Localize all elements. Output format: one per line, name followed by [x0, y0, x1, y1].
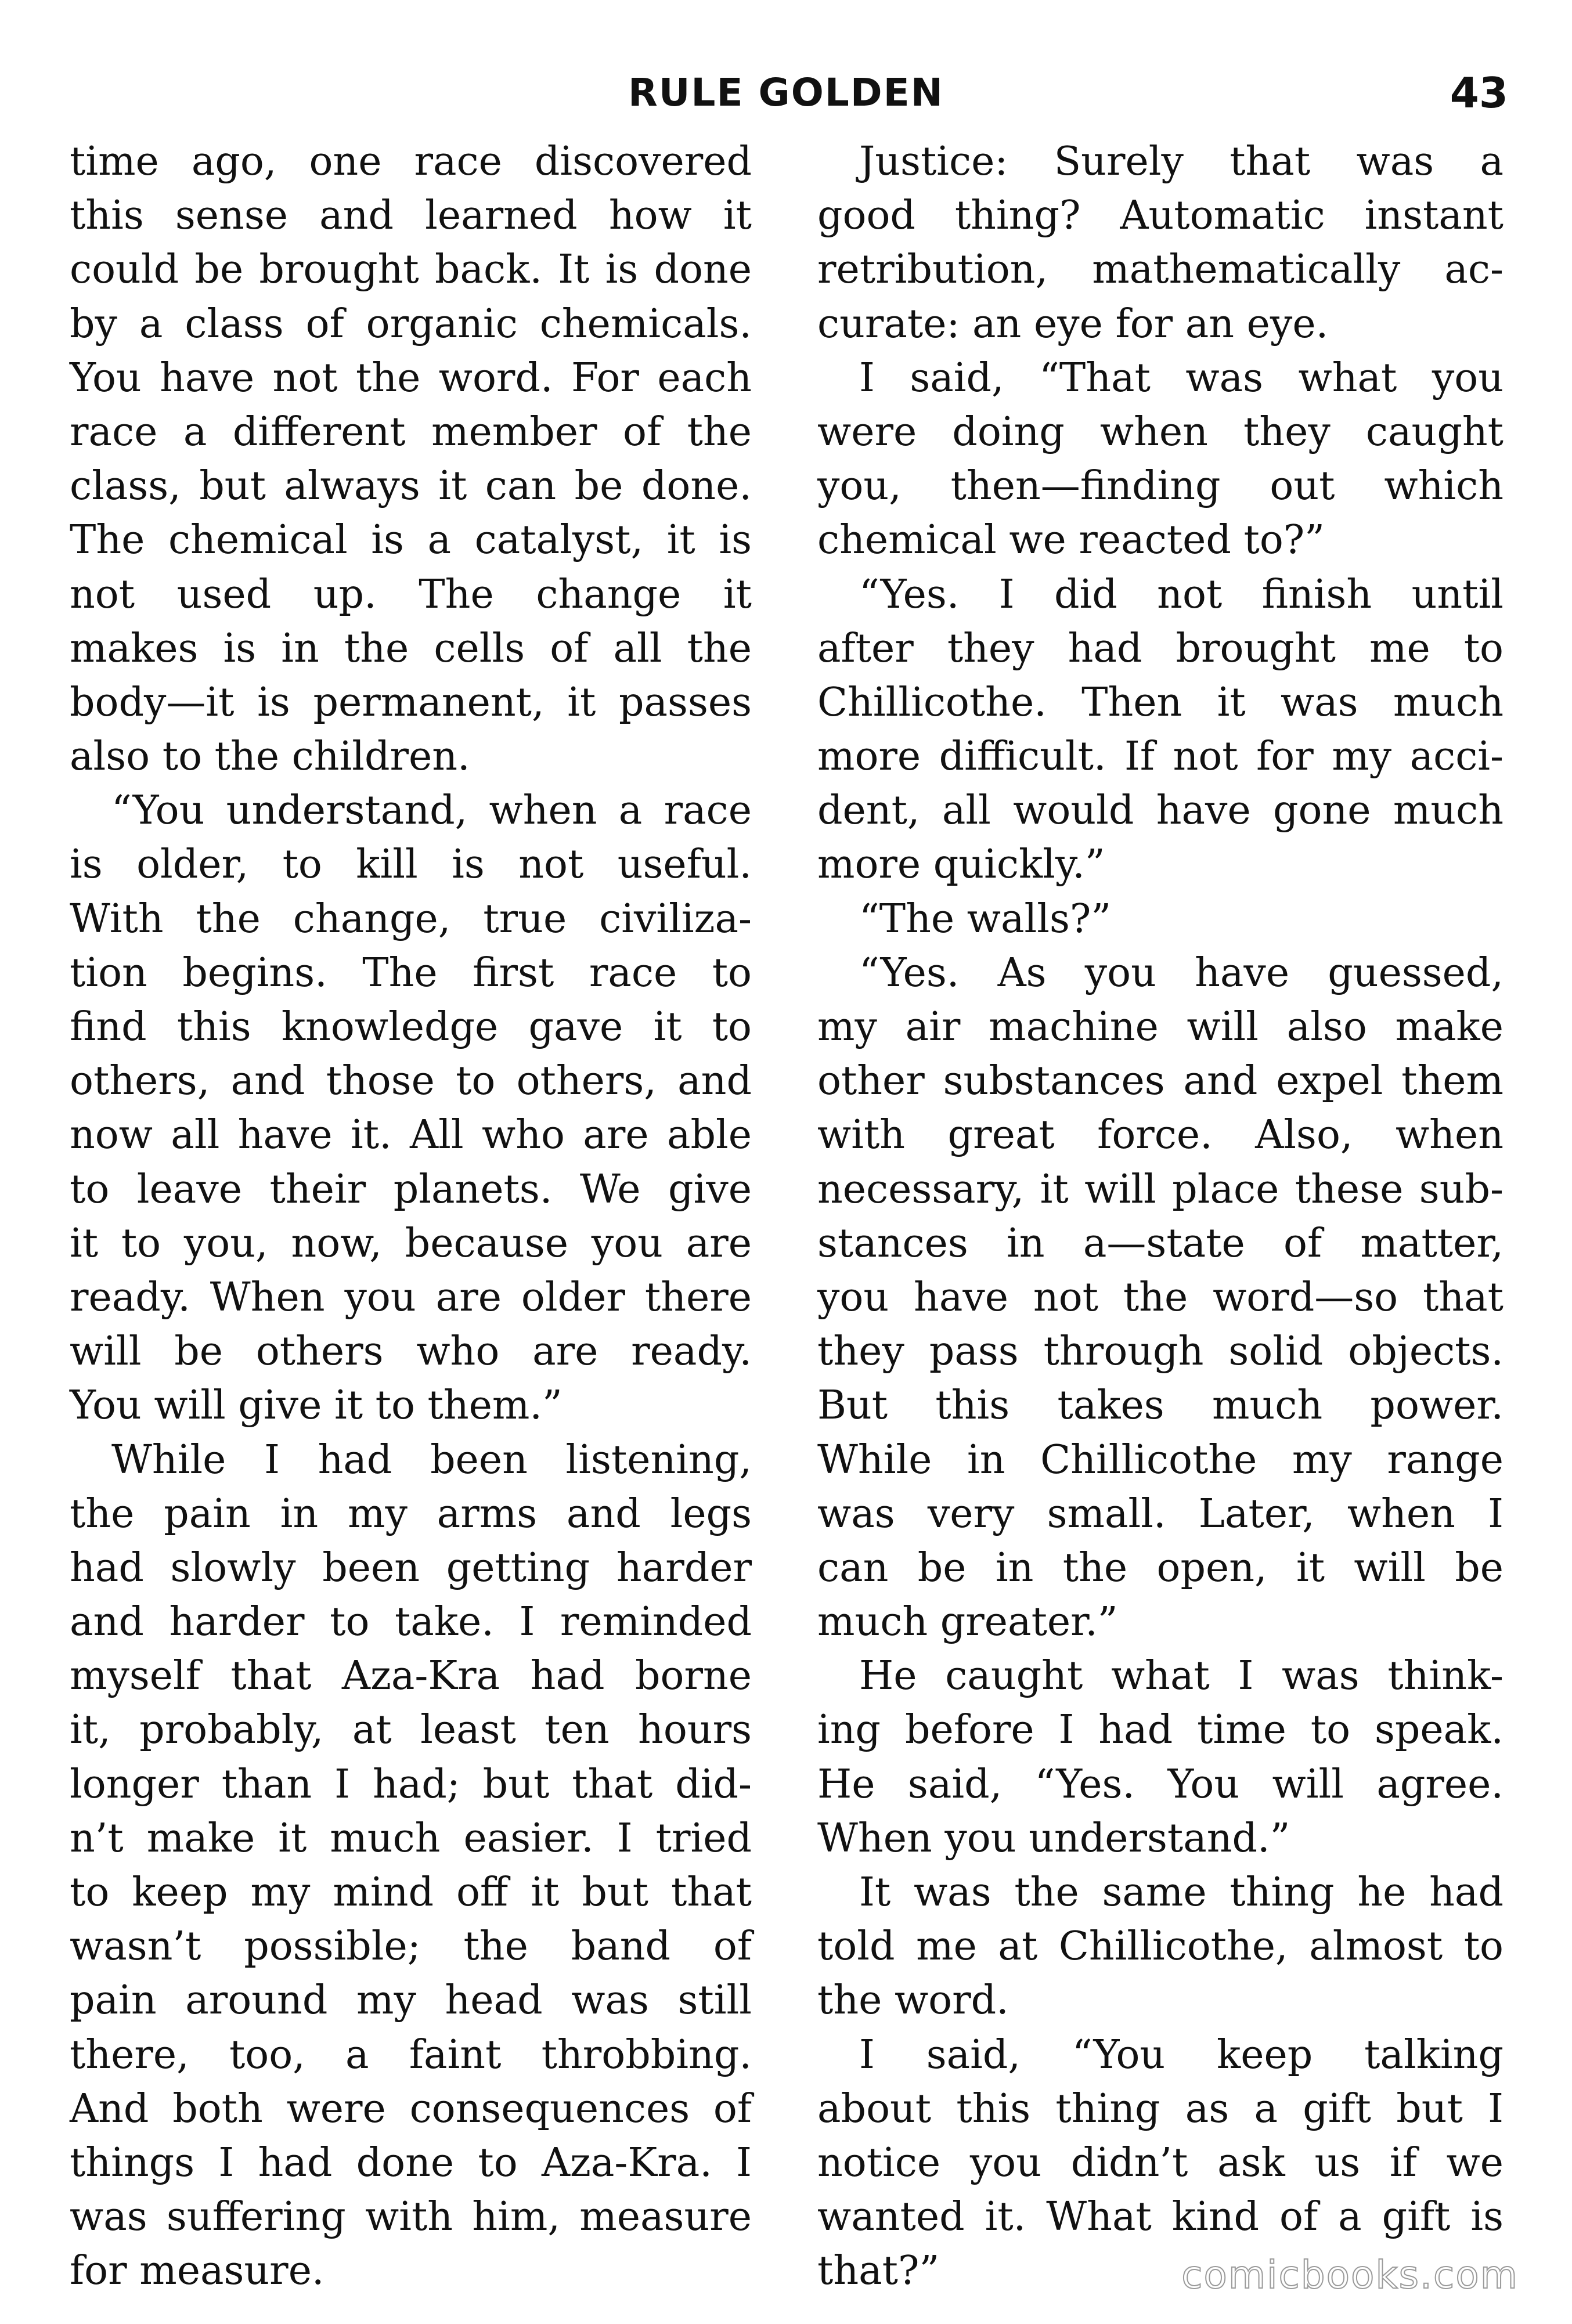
text-line: to keep my mind off it but that [70, 1870, 752, 1915]
site-watermark: comicbooks.com [1181, 2253, 1519, 2297]
text-line: you, then—finding out which [817, 463, 1504, 510]
page-header [0, 61, 1572, 125]
text-line: ready. When you are older there [70, 1274, 752, 1320]
text-line: necessary, it will place these sub- [817, 1166, 1504, 1212]
text-line: it to you, now, because you are [70, 1220, 752, 1266]
text-line: But this takes much power. [817, 1383, 1504, 1429]
text-line: retribution, mathematically ac- [817, 247, 1504, 293]
text-line: You will give it to them.” [70, 1383, 563, 1429]
text-line: good thing? Automatic instant [817, 193, 1504, 239]
text-line: The chemical is a catalyst, it is [70, 517, 752, 564]
text-line: “You understand, when a race [111, 788, 752, 834]
text-line: stances in a—state of matter, [817, 1220, 1504, 1266]
text-line: now all have it. All who are able [70, 1112, 752, 1159]
text-line: While I had been listening, [111, 1437, 752, 1483]
text-line: to leave their planets. We give [70, 1166, 752, 1212]
text-line: more quickly.” [817, 842, 1105, 888]
text-line: find this knowledge gave it to [70, 1004, 752, 1050]
text-line: you have not the word—so that [817, 1274, 1504, 1320]
left-text-column [70, 135, 752, 2298]
text-line: curate: an eye for an eye. [817, 301, 1329, 347]
text-line: Justice: Surely that was a [859, 139, 1504, 185]
text-line: I said, “You keep talking [859, 2031, 1504, 2078]
text-line: With the change, true civiliza- [70, 896, 752, 942]
text-line: that?” [817, 2248, 940, 2294]
text-line: time ago, one race discovered [70, 139, 752, 185]
text-line: n’t make it much easier. I tried [70, 1815, 752, 1861]
text-line: “Yes. As you have guessed, [859, 950, 1504, 996]
page-number: 43 [1450, 68, 1508, 117]
text-line: about this thing as a gift but I [817, 2085, 1504, 2132]
text-line: notice you didn’t ask us if we [817, 2139, 1504, 2186]
text-line: And both were consequences of [70, 2085, 752, 2132]
text-line: others, and those to others, and [70, 1058, 752, 1105]
text-line: could be brought back. It is done [70, 247, 752, 293]
text-line: the word. [817, 1977, 1009, 2024]
text-line: body—it is permanent, it passes [70, 679, 752, 726]
text-line: “Yes. I did not finish until [859, 571, 1504, 618]
text-line: pain around my head was still [70, 1977, 752, 2024]
text-line: this sense and learned how it [70, 193, 752, 239]
text-line: makes is in the cells of all the [70, 625, 752, 672]
text-line: He said, “Yes. You will agree. [817, 1761, 1504, 1807]
text-line: While in Chillicothe my range [817, 1437, 1504, 1483]
text-line: after they had brought me to [817, 625, 1504, 672]
running-head-title: RULE GOLDEN [628, 70, 944, 115]
text-line: dent, all would have gone much [817, 788, 1504, 834]
text-line: “The walls?” [859, 896, 1112, 942]
text-line: When you understand.” [817, 1815, 1290, 1861]
text-line: also to the children. [70, 734, 470, 780]
text-line: was suffering with him, measure [70, 2194, 752, 2240]
text-line: for measure. [70, 2248, 325, 2294]
text-line: He caught what I was think- [859, 1653, 1504, 1699]
text-line: more difficult. If not for my acci- [817, 734, 1504, 780]
text-line: tion begins. The first race to [70, 950, 752, 996]
text-line: wanted it. What kind of a gift is [817, 2194, 1504, 2240]
text-line: other substances and expel them [817, 1058, 1504, 1105]
text-line: the pain in my arms and legs [70, 1491, 752, 1537]
text-line: It was the same thing he had [859, 1870, 1504, 1915]
text-line: can be in the open, it will be [817, 1544, 1504, 1591]
text-line: they pass through solid objects. [817, 1329, 1504, 1375]
text-line: with great force. Also, when [817, 1112, 1504, 1159]
text-line: told me at Chillicothe, almost to [817, 1924, 1504, 1970]
text-line: were doing when they caught [817, 409, 1504, 455]
text-line: not used up. The change it [70, 571, 752, 618]
text-line: things I had done to Aza-Kra. I [70, 2139, 752, 2186]
text-line: my air machine will also make [817, 1004, 1504, 1050]
text-line: chemical we reacted to?” [817, 517, 1325, 564]
text-line: there, too, a faint throbbing. [70, 2031, 752, 2078]
text-line: Chillicothe. Then it was much [817, 679, 1504, 726]
text-line: was very small. Later, when I [817, 1491, 1504, 1537]
text-line: You have not the word. For each [70, 355, 752, 401]
text-line: wasn’t possible; the band of [70, 1924, 752, 1970]
text-line: longer than I had; but that did- [70, 1761, 752, 1807]
right-text-column [817, 135, 1504, 2298]
text-line: race a different member of the [70, 409, 752, 455]
text-line: ing before I had time to speak. [817, 1707, 1504, 1753]
text-line: myself that Aza-Kra had borne [70, 1653, 752, 1699]
text-line: much greater.” [817, 1599, 1118, 1645]
text-line: had slowly been getting harder [70, 1544, 752, 1591]
text-line: by a class of organic chemicals. [70, 301, 752, 347]
text-line: it, probably, at least ten hours [70, 1707, 752, 1753]
text-line: will be others who are ready. [70, 1329, 752, 1375]
text-line: and harder to take. I reminded [70, 1599, 752, 1645]
text-line: I said, “That was what you [859, 355, 1504, 401]
text-line: class, but always it can be done. [70, 463, 752, 510]
text-line: is older, to kill is not useful. [70, 842, 752, 888]
